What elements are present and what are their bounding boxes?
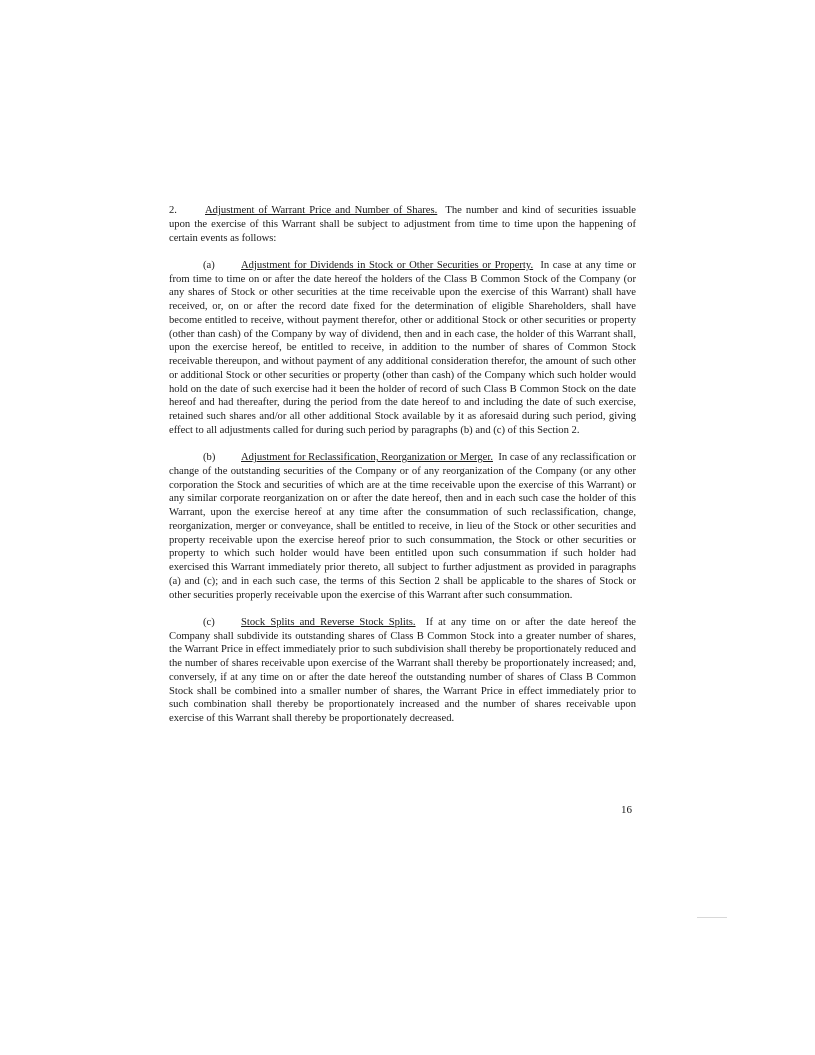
- page-number: 16: [621, 804, 632, 816]
- scan-artifact-line: [697, 917, 727, 918]
- paragraph-b-text: In case of any reclassification or change of the outstanding securities of the Company or of any reorganization of the Company (or any other corporation the Stock and securities of which are at the time receivable upon the exercise of this Warrant) or any similar corporate reorganization on or after the date hereof, then and in each such case the holder of this Warrant, upon the exercise hereof at any time after the consummation of such reclassification, change, reorganization, merger or conveyance, shall be entitled to receive, in lieu of the Stock or other securities and property receivable upon the exercise hereof prior to such consummation, the Stock or other securities or property to which such holder would have been entitled upon such consummation if such holder had exercised this Warrant immediately prior thereto, all subject to further adjustment as provided in paragraphs (a) and (c); and in each such case, the terms of this Section 2 shall be applicable to the shares of Stock or other securities properly receivable upon the exercise of this Warrant after such consummation.: [169, 452, 636, 601]
- paragraph-c-label: (c): [203, 616, 215, 628]
- section-2-paragraph: [169, 204, 636, 245]
- document-body: [169, 204, 636, 726]
- paragraph-b: [169, 451, 636, 602]
- paragraph-b-heading: Adjustment for Reclassification, Reorganization or Merger.: [241, 452, 493, 463]
- paragraph-c: [169, 616, 636, 726]
- paragraph-a-heading: Adjustment for Dividends in Stock or Other Securities or Property.: [241, 259, 534, 271]
- paragraph-a-text: In case at any time or from time to time on or after the date hereof the holders of the Class B Common Stock of the Company (or any shares of Stock or other securities at the time receivable upon the exercise of this Warrant) shall have received, or, on or after the record date fixed for the determination of eligible Shareholders, shall have become entitled to receive, without payment therefor, other or additional Stock or other securities or property (other than cash) of the Company by way of dividend, then and in each case, the holder of this Warrant shall, upon the exercise hereof, be entitled to receive, in addition to the number of shares of Common Stock receivable thereupon, and without payment of any additional consideration therefor, the amount of such other or additional Stock or other securities or property (other than cash) of the Company which such holder would hold on the date of such exercise had it been the holder of record of such Class B Common Stock on the date hereof and had thereafter, during the period from the date hereof to and including the date of such exercise, retained such shares and/or all other additional Stock available by it as aforesaid during such period, giving effect to all adjustments called for during such period by paragraphs (b) and (c) of this Section 2.: [169, 259, 637, 436]
- paragraph-a-label: (a): [203, 259, 215, 271]
- paragraph-c-text: If at any time on or after the date hereof the Company shall subdivide its outstanding shares of Class B Common Stock into a greater number of shares, the Warrant Price in effect immediately prior to such subdivision shall thereby be proportionately reduced and the number of shares receivable upon exercise of the Warrant shall thereby be proportionately increased; and, conversely, if at any time on or after the date hereof the outstanding number of shares of Class B Common Stock shall be combined into a smaller number of shares, the Warrant Price in effect immediately prior to such combination shall thereby be proportionately increased and the number of shares receivable upon exercise of this Warrant shall thereby be proportionately decreased.: [169, 616, 637, 724]
- paragraph-b-label: (b): [203, 452, 216, 463]
- section-number: 2.: [169, 205, 177, 216]
- section-text: The number and kind of securities issuable upon the exercise of this Warrant shall be subject to adjustment from time to time upon the happening of certain events as follows:: [169, 205, 637, 244]
- section-heading: Adjustment of Warrant Price and Number of Shares.: [205, 205, 438, 216]
- paragraph-c-heading: Stock Splits and Reverse Stock Splits.: [241, 616, 416, 628]
- paragraph-a: [169, 259, 636, 438]
